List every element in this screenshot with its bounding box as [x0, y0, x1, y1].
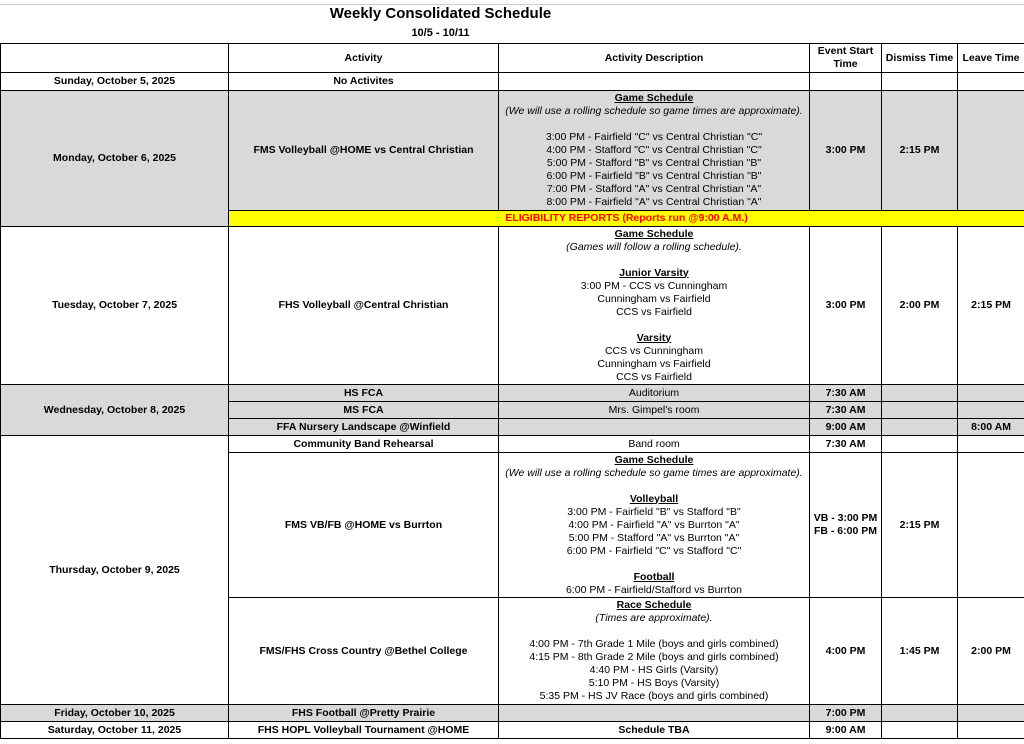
- dismiss-cell: 2:15 PM: [882, 91, 958, 211]
- race-line: 4:15 PM - 8th Grade 2 Mile (boys and girls combined): [529, 651, 779, 663]
- activity-cell: No Activites: [229, 73, 499, 91]
- game-schedule-heading: Game Schedule: [614, 92, 694, 104]
- game-line: 8:00 PM - Fairfield "A" vs Central Christian "A": [546, 196, 762, 208]
- description-cell: [499, 73, 810, 91]
- leave-cell: 2:15 PM: [958, 227, 1024, 385]
- activity-cell: FMS VB/FB @HOME vs Burrton: [229, 453, 499, 598]
- monday-row: [1, 91, 1024, 211]
- leave-cell: [958, 453, 1024, 598]
- schedule-note: (Times are approximate).: [595, 612, 713, 624]
- header-dismiss-time: Dismiss Time: [882, 44, 958, 73]
- game-line: 6:00 PM - Fairfield "C" vs Stafford "C": [566, 544, 742, 557]
- day-cell: Monday, October 6, 2025: [1, 91, 229, 227]
- leave-cell: 8:00 AM: [958, 419, 1024, 436]
- game-line: 7:00 PM - Stafford "A" vs Central Christian "A": [546, 183, 762, 195]
- race-line: 4:00 PM - 7th Grade 1 Mile (boys and girls combined): [529, 638, 779, 650]
- leave-cell: [958, 91, 1024, 211]
- leave-cell: [958, 385, 1024, 402]
- race-line: 5:35 PM - HS JV Race (boys and girls combined): [539, 690, 769, 702]
- schedule-note: (We will use a rolling schedule so game times are approximate).: [505, 105, 803, 117]
- wednesday-row: [1, 385, 1024, 402]
- game-line: 6:00 PM - Fairfield "B" vs Central Christian "B": [546, 170, 762, 182]
- day-cell: Friday, October 10, 2025: [1, 705, 229, 722]
- header-leave-time: Leave Time: [958, 44, 1024, 73]
- header-row: [1, 44, 1024, 73]
- dismiss-cell: [882, 402, 958, 419]
- fb-start: FB - 6:00 PM: [813, 525, 877, 537]
- activity-cell: FFA Nursery Landscape @Winfield: [229, 419, 499, 436]
- description-cell: Schedule TBA: [499, 722, 810, 739]
- start-cell: 4:00 PM: [810, 598, 882, 705]
- game-line: 6:00 PM - Fairfield/Stafford vs Burrton: [565, 583, 743, 596]
- volleyball-heading: Volleyball: [629, 492, 679, 505]
- activity-cell: HS FCA: [229, 385, 499, 402]
- day-cell: Saturday, October 11, 2025: [1, 722, 229, 739]
- race-line: 4:40 PM - HS Girls (Varsity): [589, 664, 719, 676]
- dismiss-cell: [882, 73, 958, 91]
- leave-cell: [958, 722, 1024, 739]
- activity-cell: FHS HOPL Volleyball Tournament @HOME: [229, 722, 499, 739]
- header-day: [1, 44, 229, 73]
- header-start-time: Event Start Time: [810, 44, 882, 73]
- race-line: 5:10 PM - HS Boys (Varsity): [588, 677, 720, 689]
- game-line: 4:00 PM - Stafford "C" vs Central Christian "C": [546, 144, 762, 156]
- activity-cell: Community Band Rehearsal: [229, 436, 499, 453]
- friday-row: [1, 705, 1024, 722]
- dismiss-cell: [882, 436, 958, 453]
- date-range: 10/5 - 10/11: [411, 27, 470, 39]
- jv-heading: Junior Varsity: [619, 266, 689, 279]
- start-cell: 7:30 AM: [810, 385, 882, 402]
- game-line: 3:00 PM - CCS vs Cunningham: [580, 279, 728, 292]
- game-line: Cunningham vs Fairfield: [597, 292, 711, 305]
- description-cell: [499, 453, 810, 598]
- dismiss-cell: 1:45 PM: [882, 598, 958, 705]
- start-cell: 7:30 AM: [810, 402, 882, 419]
- page-title: Weekly Consolidated Schedule: [329, 5, 552, 22]
- varsity-heading: Varsity: [636, 331, 672, 344]
- description-cell: Band room: [499, 436, 810, 453]
- activity-cell: FHS Football @Pretty Prairie: [229, 705, 499, 722]
- start-cell: 3:00 PM: [810, 91, 882, 211]
- vb-start: VB - 3:00 PM: [813, 512, 878, 524]
- football-heading: Football: [633, 570, 675, 583]
- header-description: Activity Description: [499, 44, 810, 73]
- dismiss-cell: [882, 419, 958, 436]
- saturday-row: [1, 722, 1024, 739]
- game-line: 5:00 PM - Stafford "B" vs Central Christian "B": [546, 157, 762, 169]
- start-cell: [810, 453, 882, 598]
- game-schedule-heading: Game Schedule: [614, 453, 694, 466]
- activity-cell: MS FCA: [229, 402, 499, 419]
- start-cell: 9:00 AM: [810, 722, 882, 739]
- dismiss-cell: [882, 722, 958, 739]
- activity-cell: FHS Volleyball @Central Christian: [229, 227, 499, 385]
- start-cell: 7:00 PM: [810, 705, 882, 722]
- description-cell: [499, 705, 810, 722]
- dismiss-cell: [882, 385, 958, 402]
- game-schedule-heading: Game Schedule: [614, 227, 694, 240]
- game-line: 3:00 PM - Fairfield "C" vs Central Christian "C": [545, 131, 763, 143]
- day-cell: Sunday, October 5, 2025: [1, 73, 229, 91]
- leave-cell: [958, 402, 1024, 419]
- leave-cell: [958, 705, 1024, 722]
- start-cell: 7:30 AM: [810, 436, 882, 453]
- tuesday-row: [1, 227, 1024, 385]
- game-line: 3:00 PM - Fairfield "B" vs Stafford "B": [567, 505, 741, 518]
- start-cell: [810, 73, 882, 91]
- description-cell: Mrs. Gimpel's room: [499, 402, 810, 419]
- dismiss-cell: 2:00 PM: [882, 227, 958, 385]
- schedule-table: [0, 43, 1024, 739]
- dismiss-cell: 2:15 PM: [882, 453, 958, 598]
- dismiss-cell: [882, 705, 958, 722]
- schedule-note: (Games will follow a rolling schedule).: [566, 240, 742, 253]
- description-cell: Auditorium: [499, 385, 810, 402]
- leave-cell: 2:00 PM: [958, 598, 1024, 705]
- start-cell: 3:00 PM: [810, 227, 882, 385]
- activity-cell: FMS Volleyball @HOME vs Central Christian: [229, 91, 499, 211]
- game-line: 4:00 PM - Fairfield "A" vs Burrton "A": [568, 518, 740, 531]
- day-cell: Thursday, October 9, 2025: [1, 436, 229, 705]
- sunday-row: [1, 73, 1024, 91]
- game-line: Cunningham vs Fairfield: [597, 357, 711, 370]
- leave-cell: [958, 436, 1024, 453]
- day-cell: Wednesday, October 8, 2025: [1, 385, 229, 436]
- game-line: CCS vs Cunningham: [604, 344, 704, 357]
- activity-cell: FMS/FHS Cross Country @Bethel College: [229, 598, 499, 705]
- game-line: CCS vs Fairfield: [616, 305, 692, 318]
- game-line: 5:00 PM - Stafford "A" vs Burrton "A": [568, 531, 740, 544]
- game-line: CCS vs Fairfield: [616, 370, 692, 383]
- schedule-note: (We will use a rolling schedule so game times are approximate).: [505, 466, 803, 479]
- description-cell: [499, 91, 810, 211]
- thursday-row: [1, 436, 1024, 453]
- description-cell: [499, 419, 810, 436]
- description-cell: [499, 598, 810, 705]
- header-activity: Activity: [229, 44, 499, 73]
- race-schedule-heading: Race Schedule: [616, 599, 692, 611]
- leave-cell: [958, 73, 1024, 91]
- eligibility-banner: ELIGIBILITY REPORTS (Reports run @9:00 A.M.): [229, 211, 1024, 227]
- day-cell: Tuesday, October 7, 2025: [1, 227, 229, 385]
- description-cell: [499, 227, 810, 385]
- start-cell: 9:00 AM: [810, 419, 882, 436]
